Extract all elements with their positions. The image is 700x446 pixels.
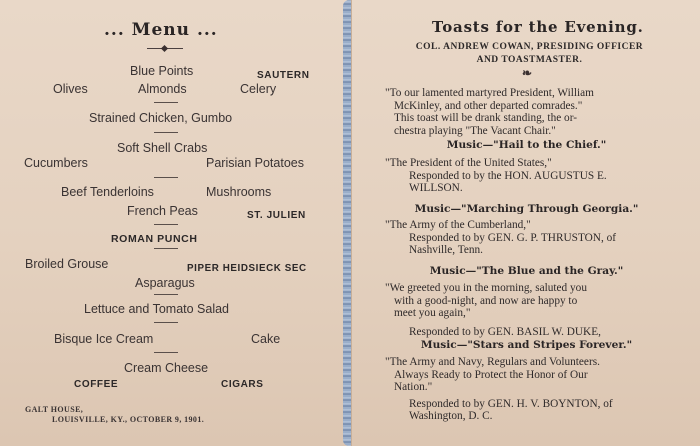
toast-1-music: Music—"Hail to the Chief." [446, 139, 607, 151]
course-divider [154, 248, 178, 249]
menu-item-olives: Olives [53, 82, 88, 96]
footer-date: LOUISVILLE, KY., OCTOBER 9, 1901. [52, 415, 205, 424]
toast-quote-line: Nation." [394, 381, 433, 394]
presiding-line-2: AND TOASTMASTER. [476, 55, 583, 65]
toast-2-music: Music—"Marching Through Georgia." [414, 203, 639, 215]
menu-item-strained-chicken: Strained Chicken, Gumbo [89, 111, 233, 125]
menu-item-beef-tenderloins: Beef Tenderloins [61, 185, 154, 199]
menu-item-celery: Celery [240, 82, 277, 96]
presiding-officer [370, 41, 689, 67]
menu-item-cigars: CIGARS [221, 379, 264, 390]
toast-quote-line: This toast will be drank standing, the or- [394, 112, 578, 125]
toasts-page [351, 0, 700, 446]
toast-response-line: Responded to by GEN. BASIL W. DUKE, [409, 325, 601, 338]
toasts-title: Toasts for the Evening. [432, 18, 644, 36]
wine-piper-heidsieck: PIPER HEIDSIECK SEC [187, 263, 307, 274]
toast-quote-line: "The President of the United States," [385, 157, 552, 169]
menu-item-soft-shell-crabs: Soft Shell Crabs [117, 141, 208, 155]
menu-item-french-peas: French Peas [127, 204, 198, 218]
menu-item-cream-cheese: Cream Cheese [124, 361, 209, 375]
presiding-line-1: COL. ANDREW COWAN, PRESIDING OFFICER [415, 42, 644, 52]
toast-1 [385, 87, 594, 137]
course-divider [154, 177, 178, 178]
course-divider [154, 102, 178, 103]
toast-quote-line: "We greeted you in the morning, saluted you [385, 282, 587, 294]
menu-title: ... Menu ... [104, 20, 218, 40]
menu-item-mushrooms: Mushrooms [206, 185, 272, 199]
course-divider [154, 352, 178, 353]
toast-response-line: WILLSON. [409, 182, 463, 195]
toast-quote-line: with a good-night, and now are happy to [394, 294, 578, 307]
toast-quote-line: McKinley, and other departed comrades." [394, 99, 583, 112]
menu-item-asparagus: Asparagus [135, 276, 195, 290]
menu-item-broiled-grouse: Broiled Grouse [25, 257, 109, 271]
toast-quote-line: meet you again," [394, 307, 471, 320]
toast-response-line: Washington, D. C. [409, 410, 493, 423]
menu-item-cake: Cake [251, 332, 281, 346]
menu-item-bisque-ice-cream: Bisque Ice Cream [54, 332, 154, 346]
fleuron-icon: ❧ [522, 66, 533, 80]
toast-response-line: Responded to by GEN. H. V. BOYNTON, of [409, 397, 613, 410]
toast-response-line: Responded to by GEN. G. P. THRUSTON, of [409, 231, 617, 244]
course-divider [154, 294, 178, 295]
toast-response-line: Responded to by the HON. AUGUSTUS E. [409, 169, 607, 182]
menu-item-cucumbers: Cucumbers [24, 156, 88, 170]
toast-quote-line: "To our lamented martyred President, William [385, 87, 594, 99]
title-ornament-diamond [161, 45, 168, 52]
course-divider [154, 224, 178, 225]
toast-quote-line: "The Army and Navy, Regulars and Volunteers. [385, 356, 600, 368]
toast-3 [385, 219, 616, 257]
toast-response-line: Nashville, Tenn. [409, 244, 483, 257]
course-divider [154, 132, 178, 133]
toast-quote-line: chestra playing "The Vacant Chair." [394, 124, 556, 137]
wine-sautern: SAUTERN [257, 70, 310, 81]
wine-st-julien: ST. JULIEN [247, 210, 306, 221]
menu-item-roman-punch: ROMAN PUNCH [111, 233, 198, 245]
toast-quote-line: "The Army of the Cumberland," [385, 219, 531, 231]
menu-item-parisian-potatoes: Parisian Potatoes [206, 156, 304, 170]
menu-page [0, 0, 348, 446]
menu-item-lettuce-salad: Lettuce and Tomato Salad [84, 302, 230, 316]
course-divider [154, 322, 178, 323]
menu-item-coffee: COFFEE [74, 379, 119, 390]
toast-2 [385, 157, 607, 195]
toast-4-music: Music—"Stars and Stripes Forever." [420, 339, 633, 351]
menu-item-blue-points: Blue Points [130, 64, 194, 78]
toast-quote-line: Always Ready to Protect the Honor of Our [394, 368, 588, 381]
toast-4 [385, 282, 601, 338]
toast-3-music: Music—"The Blue and the Gray." [429, 265, 624, 277]
menu-item-almonds: Almonds [138, 82, 187, 96]
footer-venue: GALT HOUSE, [25, 405, 84, 414]
toast-5 [385, 356, 613, 423]
